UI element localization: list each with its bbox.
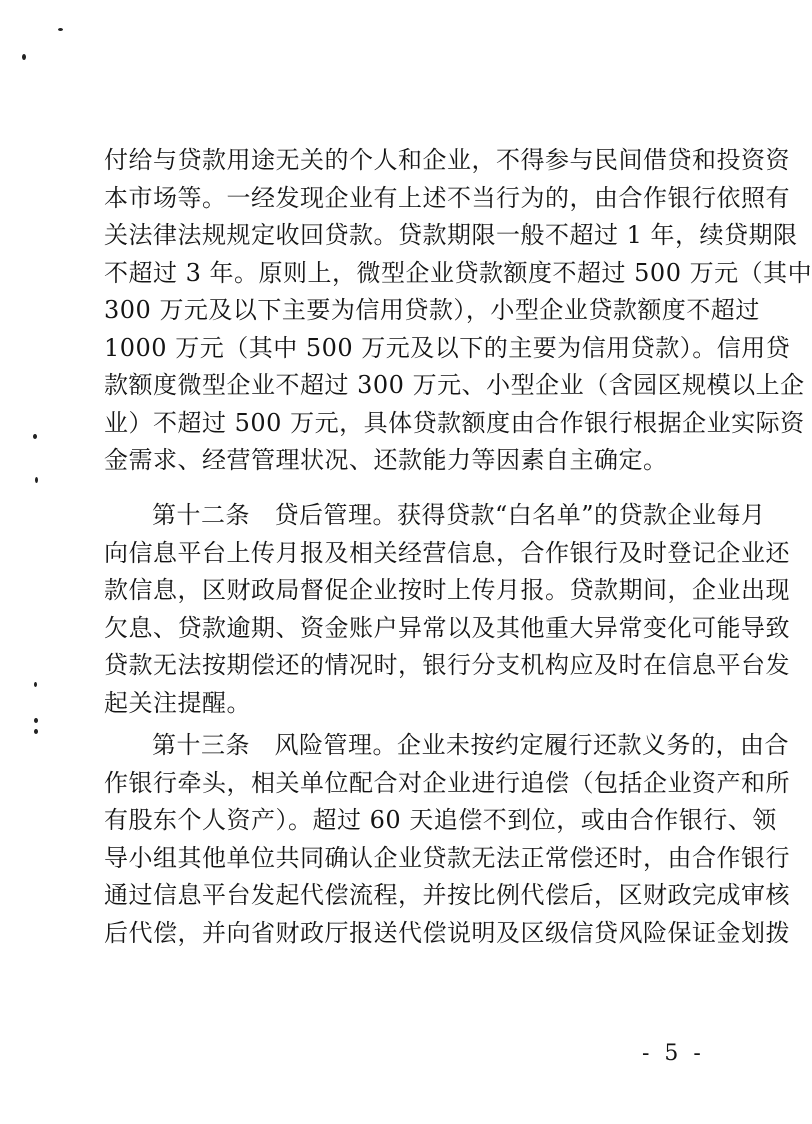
text-line: 作银行牵头，相关单位配合对企业进行追偿（包括企业资产和所	[104, 768, 790, 797]
article-13-heading-line: 第十三条 风险管理。企业未按约定履行还款义务的，由合	[152, 731, 789, 759]
scan-speck	[34, 682, 37, 687]
scan-speck	[22, 54, 26, 60]
text-line: 1000 万元（其中 500 万元及以下的主要为信用贷款）。信用贷	[104, 333, 791, 362]
text-line: 后代偿，并向省财政厅报送代偿说明及区级信贷风险保证金划拨	[104, 918, 790, 947]
text-line: 不超过 3 年。原则上，微型企业贷款额度不超过 500 万元（其中	[104, 258, 812, 287]
scan-speck	[34, 718, 38, 723]
text-line: 业）不超过 500 万元，具体贷款额度由合作银行根据企业实际资	[104, 408, 805, 437]
text-line: 关法律法规规定收回贷款。贷款期限一般不超过 1 年，续贷期限	[104, 221, 798, 249]
text-line: 款信息，区财政局督促企业按时上传月报。贷款期间，企业出现	[104, 576, 790, 604]
text-line: 起关注提醒。	[104, 688, 251, 717]
text-line: 300 万元及以下主要为信用贷款），小型企业贷款额度不超过	[104, 296, 760, 324]
paragraph-article-12	[104, 497, 790, 722]
text-line: 本市场等。一经发现企业有上述不当行为的，由合作银行依照有	[104, 183, 790, 212]
page-number: - 5 -	[642, 1041, 705, 1066]
text-line: 欠息、贷款逾期、资金账户异常以及其他重大异常变化可能导致	[104, 613, 790, 642]
text-line: 贷款无法按期偿还的情况时，银行分支机构应及时在信息平台发	[104, 651, 790, 679]
text-line: 向信息平台上传月报及相关经营信息，合作银行及时登记企业还	[104, 538, 790, 567]
scan-speck	[34, 729, 38, 734]
scan-speck	[58, 28, 63, 31]
paragraph-article-13	[104, 727, 790, 952]
text-line: 导小组其他单位共同确认企业贷款无法正常偿还时，由合作银行	[104, 843, 790, 872]
text-line: 通过信息平台发起代偿流程，并按比例代偿后，区财政完成审核	[104, 881, 790, 909]
text-line: 有股东个人资产）。超过 60 天追偿不到位，或由合作银行、领	[104, 806, 777, 834]
text-line: 款额度微型企业不超过 300 万元、小型企业（含园区规模以上企	[104, 371, 805, 399]
text-line: 金需求、经营管理状况、还款能力等因素自主确定。	[104, 446, 668, 474]
paragraph-loan-terms	[104, 142, 812, 480]
text-line: 付给与贷款用途无关的个人和企业，不得参与民间借贷和投资资	[104, 146, 790, 174]
scan-speck	[35, 477, 38, 483]
article-12-heading-line: 第十二条 贷后管理。获得贷款“白名单”的贷款企业每月	[152, 501, 766, 529]
scan-speck	[33, 434, 37, 439]
